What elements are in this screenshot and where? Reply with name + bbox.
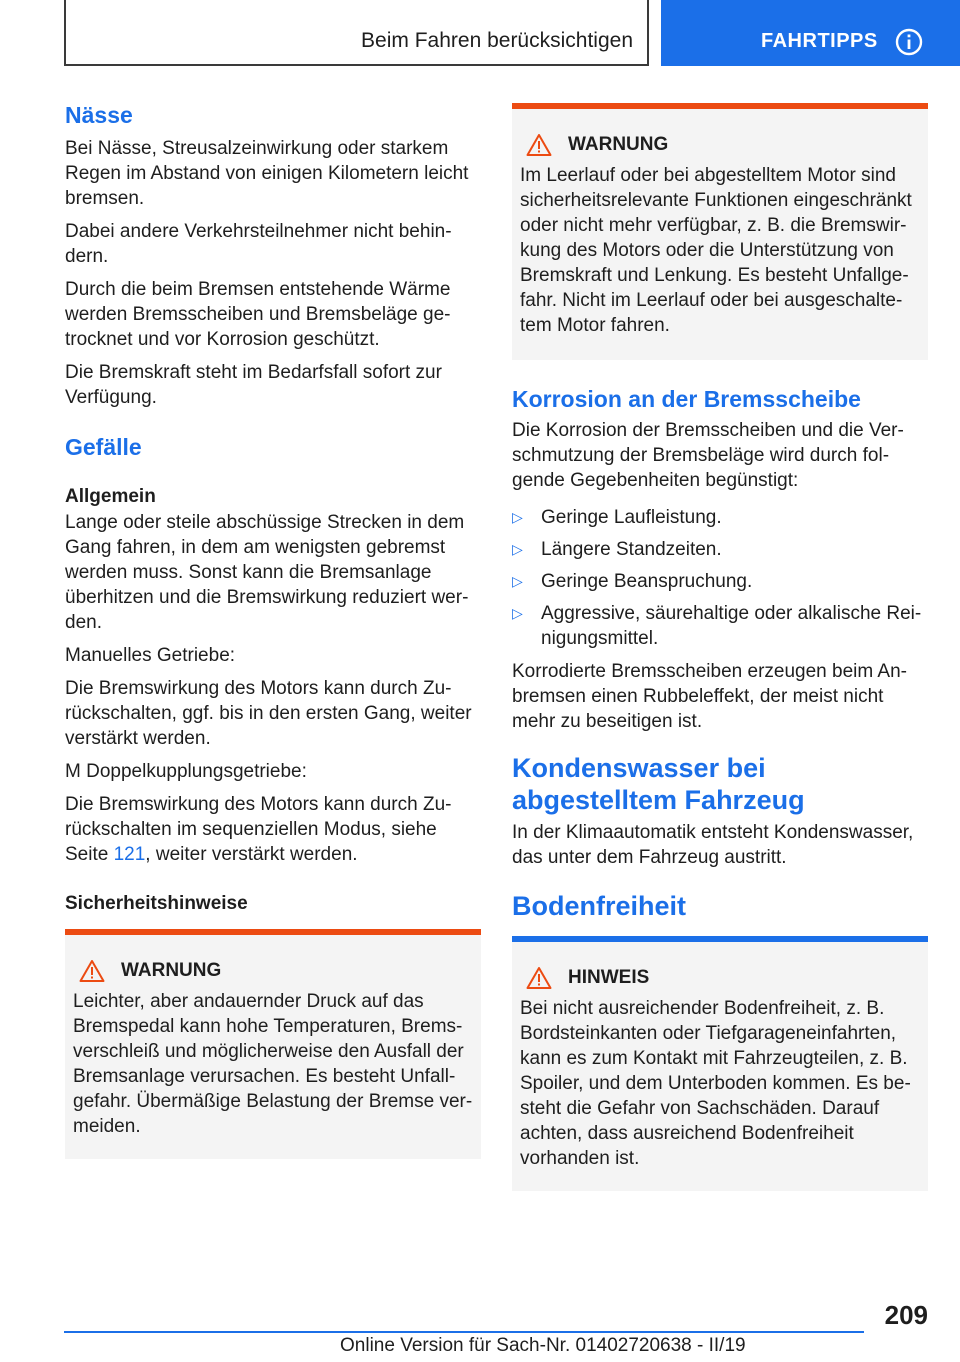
- warning-triangle-icon: [526, 133, 552, 157]
- heading-kondenswasser: Kondenswasser bei abgestelltem Fahrzeug: [512, 753, 805, 815]
- heading-bodenfreiheit: Bodenfreiheit: [512, 891, 687, 921]
- triangle-bullet-icon: ▷: [512, 541, 523, 557]
- list-item: [512, 505, 928, 530]
- online-version-note: Online Version für Sach-Nr. 01402720638 - II/19: [340, 1335, 746, 1356]
- warning-triangle-icon: [79, 959, 105, 983]
- page-number: 209: [884, 1300, 928, 1330]
- warning-title: [520, 133, 920, 157]
- korrosion-list: [512, 505, 928, 651]
- warning-text: Im Leerlauf oder bei abgestelltem Motor sind sicherheitsrelevante Funktionen eingeschränkt oder nicht mehr verfügbar, z. B. die Bremswirkung des Motors oder die Unterstützung von Bremskraft und Lenkung. Es besteht Unfallgefahr. Nicht im Leerlauf oder bei ausgeschaltetem Motor fahren.: [520, 165, 912, 336]
- page-link-121[interactable]: 121: [113, 844, 146, 865]
- left-column: [65, 100, 481, 1159]
- gefaelle-p2: Manuelles Getriebe:: [65, 645, 236, 666]
- gefaelle-p5: [65, 792, 481, 867]
- warning-box-idle: [512, 103, 928, 360]
- warning-title: [73, 959, 473, 983]
- warning-triangle-icon: [526, 966, 552, 990]
- list-item-text: Längere Standzeiten.: [541, 539, 722, 560]
- list-item-text: Geringe Beanspruchung.: [541, 571, 753, 592]
- triangle-bullet-icon: ▷: [512, 573, 523, 589]
- naesse-p2: Dabei andere Verkehrsteilnehmer nicht behindern.: [65, 221, 452, 267]
- naesse-p4: Die Bremskraft steht im Bedarfsfall sofort zur Verfügung.: [65, 362, 442, 408]
- naesse-p1: Bei Nässe, Streusalzeinwirkung oder starkem Regen im Abstand von einigen Kilometern leicht bremsen.: [65, 138, 469, 209]
- triangle-bullet-icon: ▷: [512, 605, 523, 621]
- section-header: [661, 0, 960, 66]
- list-item: [512, 601, 928, 651]
- gefaelle-p5-text-a: Die Bremswirkung des Motors kann durch Zurückschalten im sequenziellen Modus, siehe Seite: [65, 794, 452, 865]
- footer-divider: [64, 1331, 864, 1333]
- hint-text: Bei nicht ausreichender Bodenfreiheit, z. B. Bordsteinkanten oder Tiefgarageneinfahrten, kann es zum Kontakt mit Fahrzeugteilen, z. B. Spoiler, und dem Unterboden kommen. Es besteht die Gefahr von Sachschäden. Darauf achten, dass ausreichend Bodenfreiheit vorhanden ist.: [520, 998, 911, 1169]
- warning-box-brake-pressure: [65, 929, 481, 1159]
- list-item-text: Geringe Laufleistung.: [541, 507, 722, 528]
- hint-box-ground-clearance: [512, 936, 928, 1191]
- triangle-bullet-icon: ▷: [512, 509, 523, 525]
- korrosion-p2: Korrodierte Bremsscheiben erzeugen beim Anbremsen einen Rubbeleffekt, der meist nicht mehr zu beseitigen ist.: [512, 661, 907, 732]
- hint-title-text: HINWEIS: [568, 967, 650, 988]
- heading-gefaelle: Gefälle: [65, 434, 142, 460]
- right-column: [512, 103, 928, 1191]
- section-title: FAHRTIPPS: [761, 30, 878, 52]
- warning-title-text: WARNUNG: [568, 134, 669, 155]
- naesse-p3: Durch die beim Bremsen entstehende Wärme werden Bremsscheiben und Bremsbeläge getrocknet und vor Korrosion geschützt.: [65, 279, 451, 350]
- chapter-header: [64, 0, 649, 66]
- list-item: [512, 537, 928, 562]
- heading-korrosion: Korrosion an der Bremsscheibe: [512, 386, 861, 412]
- korrosion-p1: Die Korrosion der Bremsscheiben und die Verschmutzung der Bremsbeläge wird durch folgende Gegebenheiten begünstigt:: [512, 420, 904, 491]
- hint-title: [520, 966, 920, 990]
- gefaelle-p5-text-b: , weiter verstärkt werden.: [145, 844, 358, 865]
- list-item-text: Aggressive, säurehaltige oder alkalische Reinigungsmittel.: [541, 603, 922, 649]
- warning-text: Leichter, aber andauernder Druck auf das Bremspedal kann hohe Temperaturen, Bremsverschleiß und möglicherweise den Ausfall der Bremsanlage verursachen. Es besteht Unfallgefahr. Übermäßige Belastung der Bremse vermeiden.: [73, 991, 473, 1137]
- gefaelle-p4: M Doppelkupplungsgetriebe:: [65, 761, 307, 782]
- kondens-p1: In der Klimaautomatik entsteht Kondenswasser, das unter dem Fahrzeug austritt.: [512, 822, 914, 868]
- info-icon[interactable]: [895, 28, 923, 56]
- chapter-title: Beim Fahren berücksichtigen: [361, 29, 633, 52]
- list-item: [512, 569, 928, 594]
- gefaelle-p3: Die Bremswirkung des Motors kann durch Zurückschalten, ggf. bis in den ersten Gang, weiter verstärkt werden.: [65, 678, 472, 749]
- subheading-allgemein: Allgemein: [65, 486, 156, 507]
- subheading-sicherheitshinweise: Sicherheitshinweise: [65, 893, 248, 914]
- warning-title-text: WARNUNG: [121, 960, 222, 981]
- gefaelle-p1: Lange oder steile abschüssige Strecken in dem Gang fahren, in dem am wenigsten gebremst werden muss. Sonst kann die Bremsanlage überhitzen und die Bremswirkung reduziert werden.: [65, 512, 469, 633]
- heading-naesse: Nässe: [65, 102, 133, 128]
